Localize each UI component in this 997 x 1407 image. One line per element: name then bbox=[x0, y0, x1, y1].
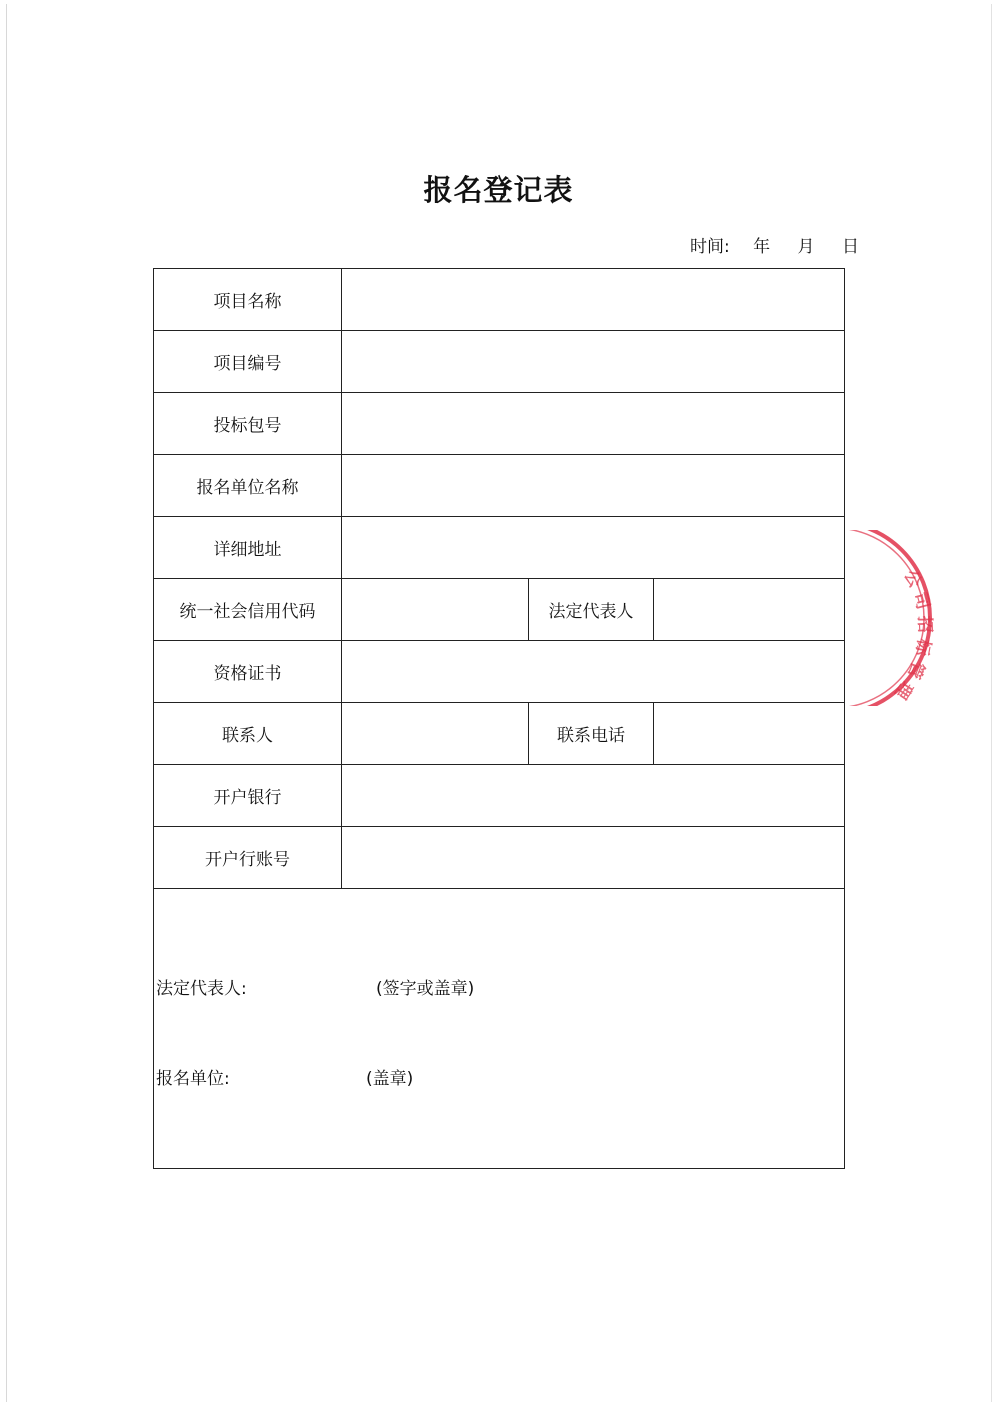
contact-person-field[interactable] bbox=[342, 703, 529, 765]
month-unit: 月 bbox=[797, 237, 815, 257]
project-name-label: 项目名称 bbox=[154, 269, 342, 331]
svg-text:招: 招 bbox=[914, 615, 935, 634]
contact-person-label: 联系人 bbox=[154, 703, 342, 765]
bank-label: 开户银行 bbox=[154, 765, 342, 827]
seal-graphic bbox=[842, 530, 992, 706]
company-name-label: 报名单位名称 bbox=[154, 455, 342, 517]
unit-seal-label: 报名单位: bbox=[156, 1069, 230, 1089]
table-row bbox=[154, 889, 845, 1169]
bid-package-field[interactable] bbox=[342, 393, 845, 455]
table-row bbox=[154, 517, 845, 579]
legal-rep-label: 法定代表人 bbox=[529, 579, 654, 641]
address-label: 详细地址 bbox=[154, 517, 342, 579]
project-number-field[interactable] bbox=[342, 331, 845, 393]
table-row bbox=[154, 455, 845, 517]
credit-code-label: 统一社会信用代码 bbox=[154, 579, 342, 641]
unit-seal-note: (盖章) bbox=[366, 1069, 414, 1089]
red-seal-stamp bbox=[842, 530, 992, 706]
contact-phone-label: 联系电话 bbox=[529, 703, 654, 765]
table-row bbox=[154, 393, 845, 455]
bank-account-label: 开户行账号 bbox=[154, 827, 342, 889]
project-number-label: 项目编号 bbox=[154, 331, 342, 393]
table-row bbox=[154, 269, 845, 331]
credit-code-field[interactable] bbox=[342, 579, 529, 641]
bank-account-field[interactable] bbox=[342, 827, 845, 889]
legal-rep-field[interactable] bbox=[654, 579, 845, 641]
svg-text:司: 司 bbox=[909, 590, 933, 612]
svg-text:标: 标 bbox=[911, 637, 934, 658]
address-field[interactable] bbox=[342, 517, 845, 579]
table-row bbox=[154, 331, 845, 393]
unit-seal-line bbox=[156, 1064, 414, 1089]
svg-text:公: 公 bbox=[899, 566, 926, 592]
signature-section bbox=[154, 889, 845, 1169]
registration-table bbox=[153, 268, 845, 1169]
bank-field[interactable] bbox=[342, 765, 845, 827]
table-row bbox=[154, 641, 845, 703]
page-title: 报名登记表 bbox=[423, 173, 574, 207]
svg-text:理: 理 bbox=[890, 677, 917, 703]
date-line bbox=[690, 232, 859, 257]
day-unit: 日 bbox=[841, 237, 859, 257]
year-unit: 年 bbox=[753, 237, 771, 257]
legal-rep-signature-note: (签字或盖章) bbox=[376, 979, 475, 999]
table-row bbox=[154, 579, 845, 641]
bid-package-label: 投标包号 bbox=[154, 393, 342, 455]
legal-rep-signature-line bbox=[156, 974, 475, 999]
contact-phone-field[interactable] bbox=[654, 703, 845, 765]
company-name-field[interactable] bbox=[342, 455, 845, 517]
qualification-field[interactable] bbox=[342, 641, 845, 703]
table-row bbox=[154, 703, 845, 765]
legal-rep-signature-label: 法定代表人: bbox=[156, 979, 247, 999]
table-row bbox=[154, 765, 845, 827]
svg-text:管: 管 bbox=[902, 658, 928, 682]
table-row bbox=[154, 827, 845, 889]
project-name-field[interactable] bbox=[342, 269, 845, 331]
qualification-label: 资格证书 bbox=[154, 641, 342, 703]
date-label: 时间: bbox=[690, 237, 730, 257]
